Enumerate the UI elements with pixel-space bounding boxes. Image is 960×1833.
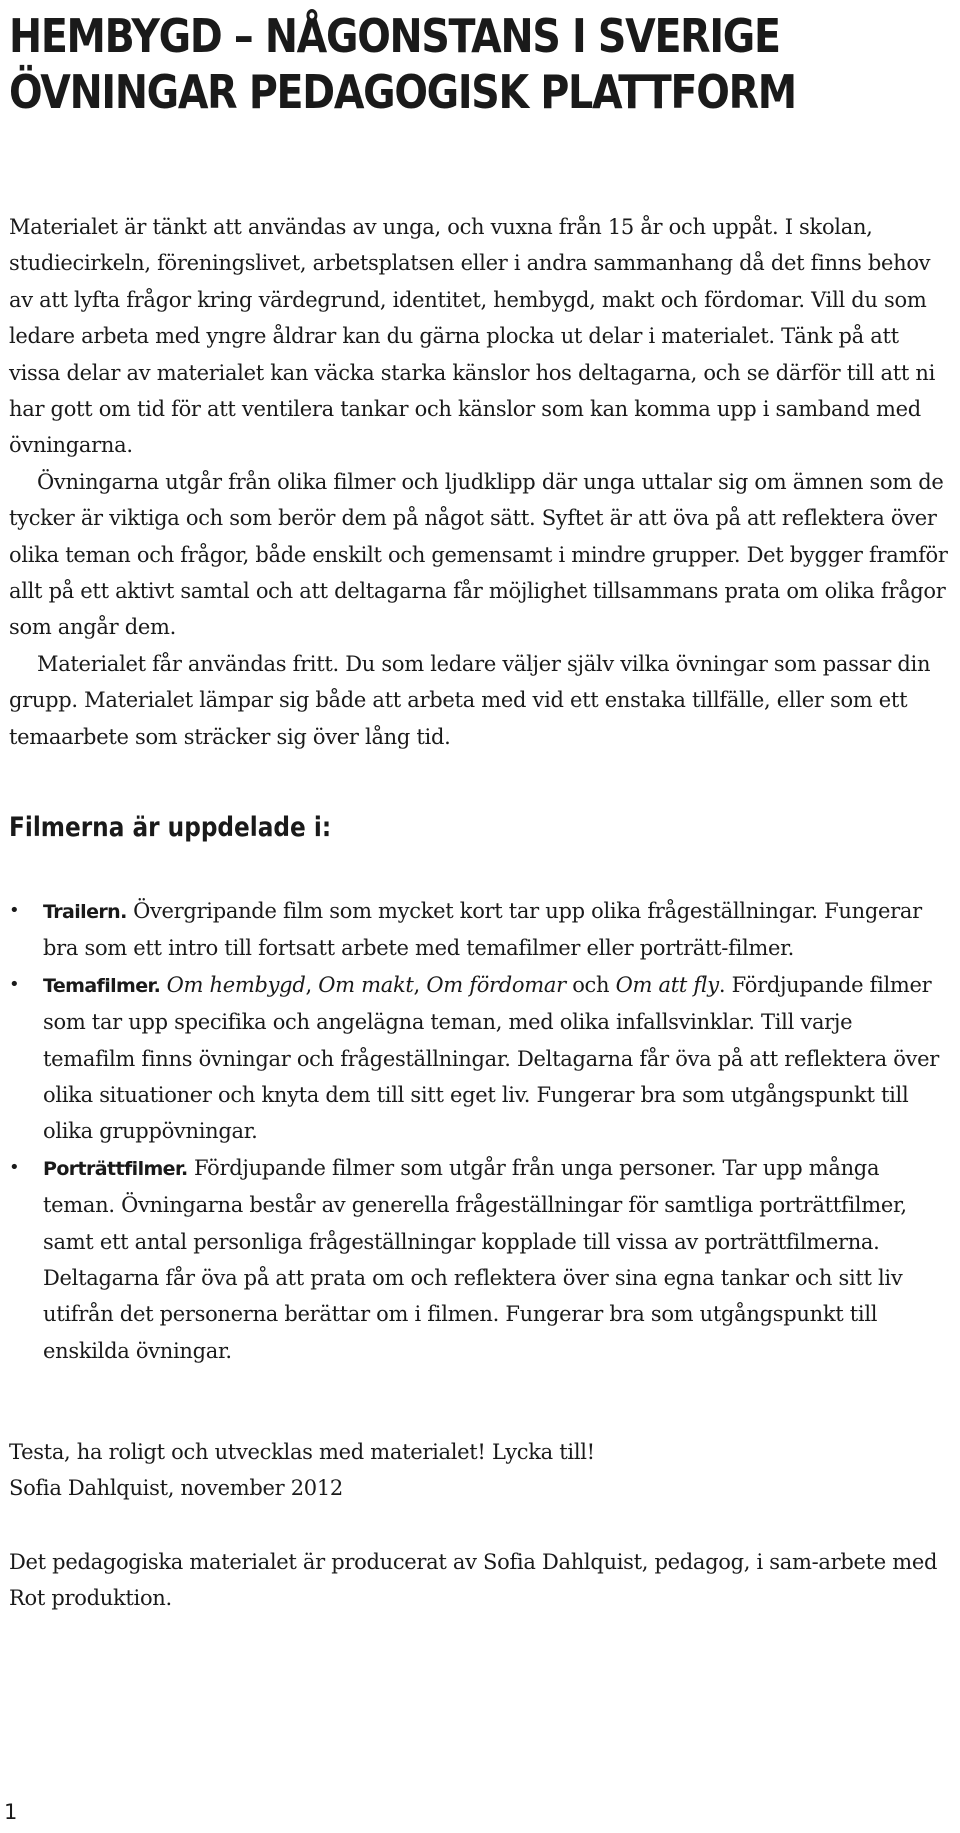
closing-line-1: Testa, ha roligt och utvecklas med materialet! Lycka till! [9,1440,595,1464]
list-item-text: Övergripande film som mycket kort tar upp olika frågeställningar. Fungerar bra som ett intro till fortsatt arbete med temafilmer eller porträtt-filmer. [43,899,922,961]
intro-paragraph-2: Övningarna utgår från olika filmer och ljudklipp där unga uttalar sig om ämnen som de tycker är viktiga och som berör dem på något sätt. Syftet är att öva på att reflektera över olika teman och frågor, både enskilt och gemensamt i mindre grupper. Det bygger framför allt på ett aktivt samtal och att deltagarna får möjlighet tillsammans prata om olika frågor som angår dem. [9,469,948,640]
film-category-list [0,893,960,1369]
film-title: Om fördomar [426,972,566,997]
bullet-icon: • [9,900,20,921]
intro-paragraph-1: Materialet är tänkt att användas av unga, och vuxna från 15 år och uppåt. I skolan, studiecirkeln, föreningslivet, arbetsplatsen eller i andra sammanhang då det finns behov av att lyfta frågor kring värdegrund, identitet, hembygd, makt och fördomar. Vill du som ledare arbeta med yngre åldrar kan du gärna plocka ut delar i materialet. Tänk på att vissa delar av materialet kan väcka starka känslor hos deltagarna, och se därför till att ni har gott om tid för att ventilera tankar och känslor som kan komma upp i samband med övningarna. [9,215,936,458]
credit-paragraph: Det pedagogiska materialet är producerat av Sofia Dahlquist, pedagog, i sam-arbete med Rot produktion. [9,1550,938,1611]
list-item-text: Fördjupande filmer som utgår från unga personer. Tar upp många teman. Övningarna består av generella frågeställningar för samtliga porträttfilmer, samt ett antal personliga frågeställningar kopplade till vissa av porträttfilmerna. Deltagarna får öva på att prata om och reflektera över sina egna tankar och sitt liv utifrån det personerna berättar om i filmen. Fungerar bra som utgångspunkt till enskilda övningar. [43,1155,907,1363]
bullet-icon: • [9,1156,20,1178]
film-title: Om makt [318,972,414,997]
closing-text [9,1434,949,1507]
list-item-separator: , [413,972,427,997]
film-title: Om att fly [615,972,719,997]
list-item-trailern [0,893,943,967]
list-item-term: Trailern. [43,901,127,923]
list-item-term: Temafilmer. [43,974,161,997]
intro-paragraph-3: Materialet får användas fritt. Du som ledare väljer själv vilka övningar som passar din grupp. Materialet lämpar sig både att arbeta med vid ett enstaka tillfälle, eller som ett temaarbete som sträcker sig över lång tid. [9,651,931,749]
bullet-icon: • [9,973,20,995]
list-item-temafilmer [0,967,943,1150]
list-item-term: Porträttfilmer. [43,1157,188,1180]
signature-line: Sofia Dahlquist, november 2012 [9,1476,343,1501]
page-number: 1 [4,1800,18,1824]
film-title: Om hembygd [166,972,306,997]
title-line-1: HEMBYGD – NÅGONSTANS I SVERIGE [9,9,780,63]
title-line-2: ÖVNINGAR PEDAGOGISK PLATTFORM [9,65,796,119]
list-item-separator: , [305,972,319,997]
list-item-portrattfilmer [0,1150,943,1369]
section-heading: Filmerna är uppdelade i: [9,812,332,843]
document-title [9,8,796,120]
intro-text [9,209,949,755]
credit-text [9,1544,949,1617]
list-item-text: . Fördjupande filmer som tar upp specifika och angelägna teman, med olika infallsvinklar. Till varje temafilm finns övningar och frågeställningar. Deltagarna får öva på att reflektera över olika situationer och knyta dem till sitt eget liv. Fungerar bra som utgångspunkt till olika gruppövningar. [43,972,939,1144]
list-item-separator: och [565,972,616,997]
